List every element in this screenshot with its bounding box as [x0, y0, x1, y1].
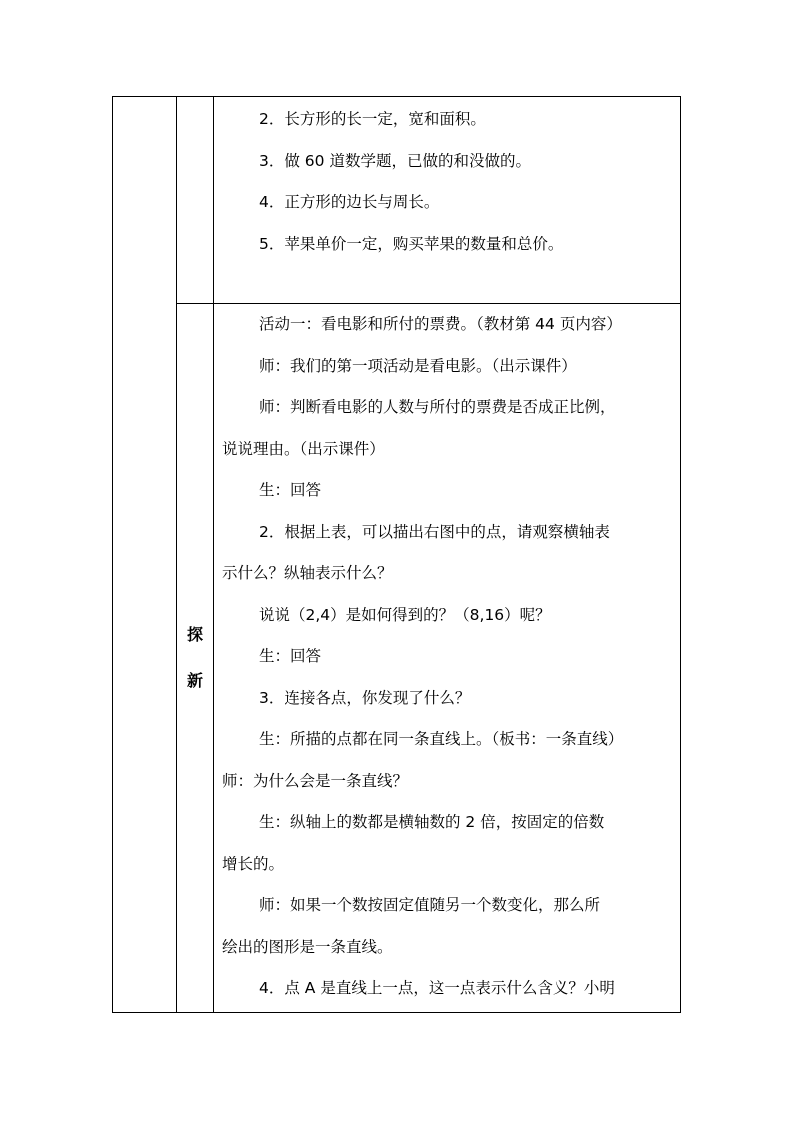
lesson-line: 师：我们的第一项活动是看电影。（出示课件）: [259, 356, 577, 375]
lesson-line: 2．根据上表，可以描出右图中的点，请观察横轴表: [259, 522, 610, 541]
exercise-line: 4．正方形的边长与周长。: [259, 193, 440, 211]
lesson-line: 生：所描的点都在同一条直线上。（板书：一条直线）: [259, 730, 624, 748]
lesson-line: 师：为什么会是一条直线？: [222, 771, 409, 790]
lesson-line: 师：判断看电影的人数与所付的票费是否成正比例，: [259, 398, 616, 416]
lesson-line: 示什么？纵轴表示什么？: [222, 564, 393, 582]
lesson-line: 3．连接各点，你发现了什么？: [259, 688, 471, 707]
exercise-line: 5．苹果单价一定，购买苹果的数量和总价。: [259, 234, 564, 253]
lesson-line: 活动一：看电影和所付的票费。（教材第 44 页内容）: [259, 315, 622, 333]
lesson-line: 生：纵轴上的数都是横轴数的 2 倍，按固定的倍数: [259, 813, 605, 831]
lesson-line: 增长的。: [222, 854, 285, 873]
lesson-line: 4．点 A 是直线上一点，这一点表示什么含义？小明: [259, 979, 615, 997]
lesson-content-cell: [214, 304, 680, 1012]
column-divider-left: [176, 97, 177, 1012]
lesson-line: 说说（2,4）是如何得到的？（8,16）呢？: [259, 605, 551, 624]
exercise-cell: [214, 97, 680, 303]
section-label-char: 新: [186, 671, 203, 690]
lesson-line: 生：回答: [259, 481, 322, 499]
lesson-line: 师：如果一个数按固定值随另一个数变化，那么所: [259, 896, 601, 914]
lesson-table: [112, 96, 681, 1013]
lesson-line: 说说理由。（出示课件）: [222, 439, 385, 458]
lesson-line: 生：回答: [259, 647, 322, 665]
exercise-line: 2．长方形的长一定，宽和面积。: [259, 110, 486, 128]
exercise-line: 3．做 60 道数学题，已做的和没做的。: [259, 151, 531, 170]
lesson-line: 绘出的图形是一条直线。: [222, 937, 393, 956]
section-label-char: 探: [186, 625, 203, 644]
